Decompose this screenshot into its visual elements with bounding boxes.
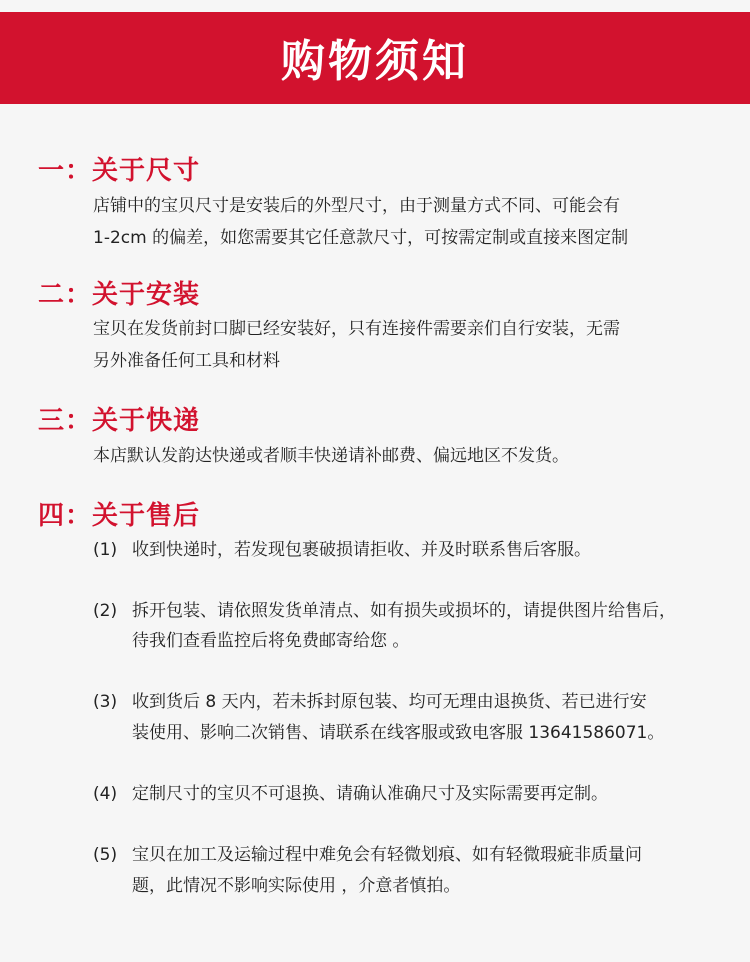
aftersales-item-1-line-1: 收到快递时，若发现包裹破损请拒收、并及时联系售后客服。 xyxy=(132,540,591,560)
section-heading-aftersales: 四：关于售后 xyxy=(38,501,201,531)
aftersales-item-5-line-2: 题，此情况不影响实际使用 ，介意者慎拍。 xyxy=(132,876,461,896)
aftersales-item-5-line-1: 宝贝在加工及运输过程中难免会有轻微划痕、如有轻微瑕疵非质量问 xyxy=(132,845,642,865)
section-shipping-line-1: 本店默认发韵达快递或者顺丰快递请补邮费、偏远地区不发货。 xyxy=(93,446,569,466)
section-size-line-1: 店铺中的宝贝尺寸是安装后的外型尺寸，由于测量方式不同、可能会有 xyxy=(93,196,620,216)
aftersales-item-4-line-1: 定制尺寸的宝贝不可退换、请确认准确尺寸及实际需要再定制。 xyxy=(132,784,608,804)
aftersales-item-2-number: (2) xyxy=(93,601,118,621)
aftersales-item-2-line-1: 拆开包装、请依照发货单清点、如有损失或损坏的，请提供图片给售后， xyxy=(132,601,676,621)
title-banner xyxy=(0,12,750,104)
top-strip xyxy=(0,0,750,12)
section-install-line-2: 另外准备任何工具和材料 xyxy=(93,351,280,371)
aftersales-item-5-number: (5) xyxy=(93,845,118,865)
section-heading-size: 一：关于尺寸 xyxy=(38,156,201,186)
aftersales-item-1-number: (1) xyxy=(93,540,118,560)
section-install-line-1: 宝贝在发货前封口脚已经安装好，只有连接件需要亲们自行安装，无需 xyxy=(93,319,620,339)
section-heading-install: 二：关于安装 xyxy=(38,280,201,310)
section-size-line-2: 1-2cm 的偏差，如您需要其它任意款尺寸，可按需定制或直接来图定制 xyxy=(93,228,629,248)
aftersales-item-3-number: (3) xyxy=(93,692,118,712)
aftersales-item-3-line-1: 收到货后 8 天内，若未拆封原包装、均可无理由退换货、若已进行安 xyxy=(132,692,647,712)
aftersales-item-2-line-2: 待我们查看监控后将免费邮寄给您 。 xyxy=(132,631,410,651)
aftersales-item-3-line-2: 装使用、影响二次销售、请联系在线客服或致电客服 13641586071。 xyxy=(132,723,665,743)
section-heading-shipping: 三：关于快递 xyxy=(38,406,201,436)
page-title: 购物须知 xyxy=(281,36,469,87)
aftersales-item-4-number: (4) xyxy=(93,784,118,804)
